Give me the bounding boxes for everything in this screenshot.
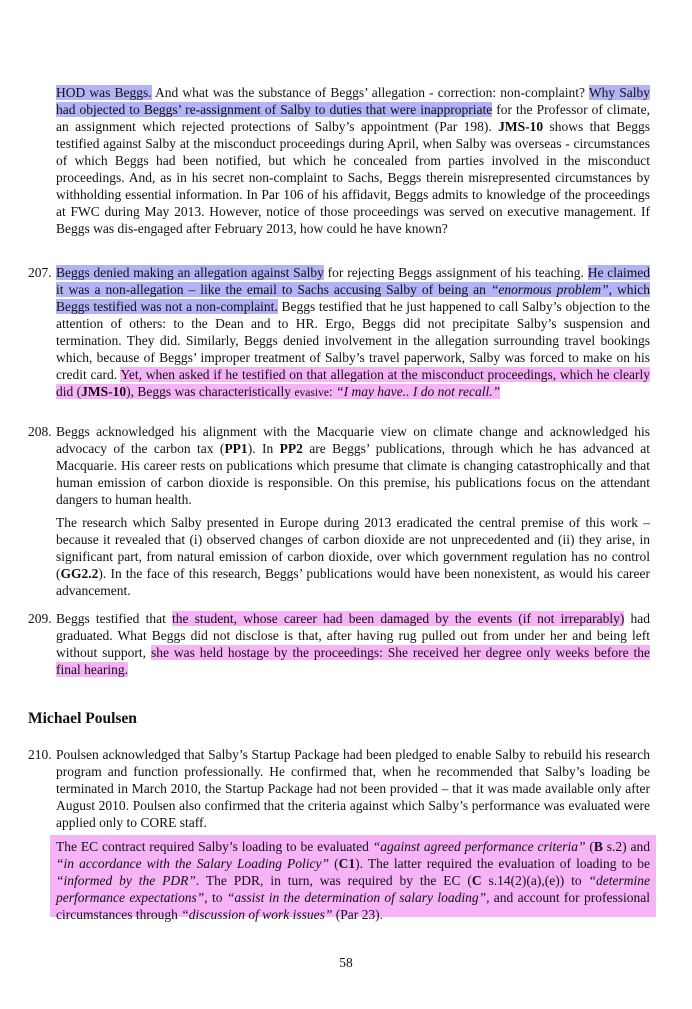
text-run: , to	[204, 890, 227, 905]
text-run: Beggs testified that	[56, 611, 173, 626]
paragraph-209	[56, 610, 650, 678]
text-run: Poulsen acknowledged that Salby’s Startup Package had been pledged to enable Salby to rebuild his research program and function professionally. He confirmed that, when he recommended that Salby’s loading be terminated in March 2010, the Startup Package had not been provided – that it was made available only after August 2010. Poulsen also confirmed that the criteria against which Salby’s performance was evaluated were applied only to CORE staff.	[56, 747, 650, 830]
text-run: evasive	[294, 387, 329, 399]
text-run: Beggs acknowledged his alignment with the Macquarie view on climate change and acknowledged his advocacy of the carbon tax (	[56, 424, 650, 456]
quote: “in accordance with the Salary Loading Policy”	[56, 856, 330, 871]
quote: “I may have.. I do not recall.”	[336, 384, 501, 399]
exhibit-ref: C	[471, 873, 482, 888]
text-run: (Par 23).	[332, 907, 383, 922]
text-run: The research which Salby presented in Europe during 2013 eradicated the central premise of this work – because it revealed that (i) observed changes of carbon dioxide are not unprecedented and (ii) they arise, in significant part, from natural emission of carbon dioxide, over which government regulation has no control (	[56, 515, 650, 581]
exhibit-ref: PP2	[279, 441, 303, 456]
paragraph-210	[56, 746, 650, 831]
text-run: Beggs testified that he just happened to call Salby’s objection to the attention of others: to the Dean and to HR. Ergo, Beggs did not precipitate Salby’s suspension and termination. They did. Similarly, Beggs denied involvement in the allegation surrounding travel bookings which, because of Beggs’ improper treatment of Salby’s travel paperwork, Salby was forced to make on his credit card.	[56, 299, 650, 382]
text-run: And what was the substance of Beggs’ allegation - correction: non-complaint?	[151, 85, 589, 100]
paragraph-number: 208.	[28, 424, 52, 439]
exhibit-ref: GG2.2	[60, 566, 99, 581]
paragraph-number: 209.	[28, 611, 52, 626]
highlight-blue: HOD was Beggs.	[56, 85, 152, 100]
text-run: . The PDR, in turn, was required by the EC (	[195, 873, 472, 888]
quote: “enormous problem”	[490, 282, 609, 297]
quote: “informed by the PDR”	[56, 873, 196, 888]
page-number: 58	[339, 955, 353, 970]
text-run: ). The latter required the evaluation of loading to be	[355, 856, 650, 871]
highlight-blue: Why Salby had objected to Beggs’ re-assignment of Salby to duties that were inappropriate	[56, 85, 650, 117]
text-run: , which Beggs testified was not a non-complaint.	[56, 282, 650, 314]
text-run: ). In	[247, 441, 280, 456]
exhibit-ref: C1	[338, 856, 356, 871]
paragraph-207	[56, 264, 650, 402]
paragraph-208-continued	[56, 514, 650, 599]
quote: “discussion of work issues”	[181, 907, 333, 922]
text-run: The EC contract required Salby’s loading to be evaluated	[56, 839, 373, 854]
text-run: , and account for professional circumstances through	[56, 890, 650, 922]
text-run: ), Beggs was characteristically	[126, 384, 295, 399]
highlight-pink: the student, whose career had been damaged by the events (if not irreparably)	[172, 611, 625, 626]
exhibit-ref: JMS-10	[81, 384, 127, 399]
text-run: had graduated. What Beggs did not disclose is that, after having rug pulled out from under her and being left without support,	[56, 611, 650, 660]
paragraph-210-continued	[56, 838, 650, 923]
text-run: for rejecting Beggs assignment of his teaching.	[323, 265, 588, 280]
quote: “determine performance expectations”	[56, 873, 650, 905]
text-run: shows that Beggs testified against Salby at the misconduct proceedings during April, when Salby was overseas - circumstances of which Beggs had been notified, but which he concealed from parties involved in the misconduct proceedings. And, as in his secret non-complaint to Sachs, Beggs therein misrepresented circumstances by withholding essential information. In Par 106 of his affidavit, Beggs admits to knowledge of the proceedings at FWC during May 2013. However, notice of those proceedings was served on executive management. If Beggs was dis-engaged after February 2013, how could he have known?	[56, 119, 651, 236]
exhibit-ref: JMS-10	[498, 119, 544, 134]
highlight-pink	[56, 367, 650, 399]
paragraph-number: 210.	[28, 747, 52, 762]
text-run: (	[329, 856, 339, 871]
text-run: He claimed it was a non-allegation – like the email to Sachs accusing Salby of being an	[56, 265, 650, 297]
quote: “assist in the determination of salary loading”	[226, 890, 487, 905]
exhibit-ref: B	[593, 839, 603, 854]
quote: “against agreed performance criteria”	[372, 839, 586, 854]
text-run: s.2) and	[602, 839, 651, 854]
text-run: :	[328, 384, 337, 399]
section-heading: Michael Poulsen	[28, 710, 137, 727]
text-run: for the Professor of climate, an assignment which rejected protections of Salby’s appointment (Par 198).	[56, 102, 650, 134]
text-run: are Beggs’ publications, through which he has advanced at Macquarie. His career rests on publications which presume that climate is changing catastrophically and that human emission of carbon dioxide is responsible. On this premise, his publications focus on the attendant dangers to human health.	[56, 441, 650, 507]
text-run: (	[585, 839, 594, 854]
text-run: s.14(2)(a),(e)) to	[481, 873, 589, 888]
text-run: ). In the face of this research, Beggs’ publications would have been nonexistent, as would his career advancement.	[56, 566, 650, 598]
paragraph-number: 207.	[28, 265, 52, 280]
exhibit-ref: PP1	[224, 441, 248, 456]
paragraph-intro	[56, 84, 650, 237]
highlight-pink: she was held hostage by the proceedings: She received her degree only weeks before the final hearing.	[56, 645, 650, 677]
highlight-blue: Beggs denied making an allegation against Salby	[56, 265, 324, 280]
text-run: Yet, when asked if he testified on that allegation at the misconduct proceedings, which he clearly did (	[56, 367, 650, 399]
paragraph-208	[56, 423, 650, 508]
